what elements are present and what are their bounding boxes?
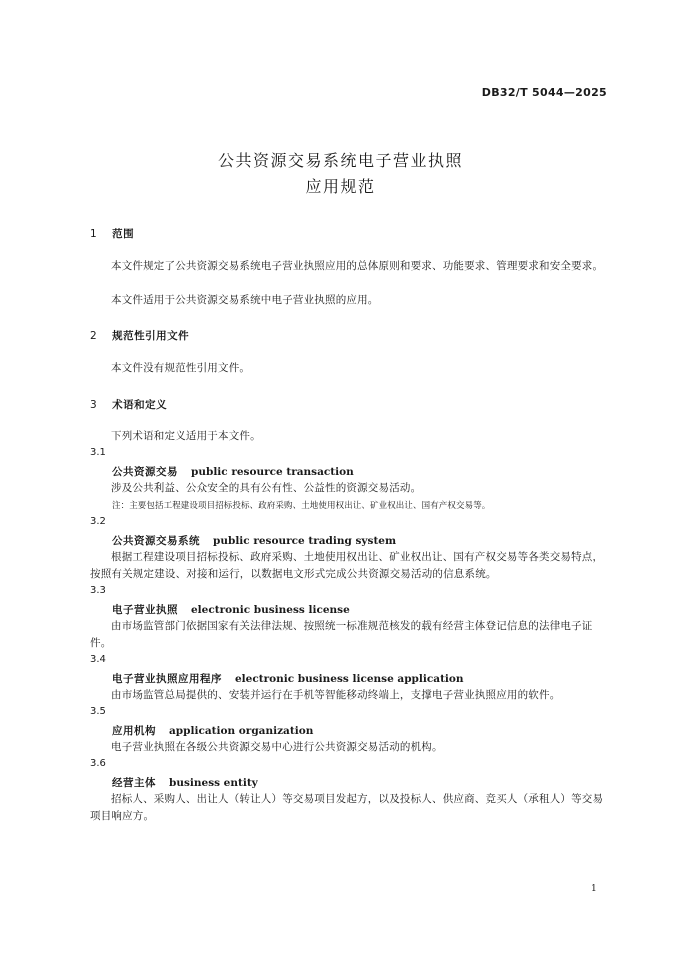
term-number: 3.1 bbox=[90, 447, 106, 458]
term-english: public resource transaction bbox=[191, 466, 354, 478]
page-number: 1 bbox=[591, 884, 597, 894]
section-heading-scope bbox=[90, 226, 134, 241]
term-chinese: 公共资源交易 bbox=[112, 466, 178, 478]
term-heading bbox=[112, 602, 350, 617]
term-heading bbox=[112, 464, 354, 479]
term-english: public resource trading system bbox=[213, 535, 397, 547]
scope-paragraph-1: 本文件规定了公共资源交易系统电子营业执照应用的总体原则和要求、功能要求、管理要求和安全要求。 bbox=[111, 260, 604, 272]
term-definition: 由市场监管总局提供的、安装并运行在手机等智能移动终端上，支撑电子营业执照应用的软件。 bbox=[111, 689, 561, 701]
term-definition: 根据工程建设项目招标投标、政府采购、土地使用权出让、矿业权出让、国有产权交易等各类交易特点，按照有关规定建设、对接和运行，以数据电文形式完成公共资源交易活动的信息系统。 bbox=[90, 551, 604, 580]
term-english: electronic business license bbox=[191, 604, 350, 616]
term-chinese: 应用机构 bbox=[112, 725, 156, 737]
term-number: 3.2 bbox=[90, 516, 106, 527]
term-definition: 电子营业执照在各级公共资源交易中心进行公共资源交易活动的机构。 bbox=[111, 741, 443, 753]
term-number: 3.6 bbox=[90, 758, 106, 769]
normative-references-paragraph: 本文件没有规范性引用文件。 bbox=[111, 362, 251, 374]
term-english: application organization bbox=[169, 725, 314, 737]
term-chinese: 公共资源交易系统 bbox=[112, 535, 200, 547]
section-title: 规范性引用文件 bbox=[112, 330, 190, 342]
term-heading bbox=[112, 775, 258, 790]
standard-code: DB32/T 5044—2025 bbox=[481, 86, 607, 99]
scope-paragraph-2: 本文件适用于公共资源交易系统中电子营业执照的应用。 bbox=[111, 294, 379, 306]
section-number: 2 bbox=[90, 330, 98, 342]
term-number: 3.5 bbox=[90, 706, 106, 717]
section-title: 术语和定义 bbox=[112, 399, 168, 411]
term-note: 注：主要包括工程建设项目招标投标、政府采购、土地使用权出让、矿业权出让、国有产权交易等。 bbox=[112, 501, 491, 511]
section-number: 1 bbox=[90, 228, 98, 240]
term-chinese: 电子营业执照应用程序 bbox=[112, 673, 222, 685]
term-english: electronic business license application bbox=[235, 673, 464, 685]
term-definition: 由市场监管部门依据国家有关法律法规、按照统一标准规范核发的载有经营主体登记信息的法律电子证件。 bbox=[90, 620, 593, 649]
document-title-line2: 应用规范 bbox=[305, 177, 376, 196]
term-number: 3.4 bbox=[90, 654, 106, 665]
section-heading-normative-references bbox=[90, 328, 189, 343]
document-title-line1: 公共资源交易系统电子营业执照 bbox=[217, 151, 463, 170]
term-definition: 涉及公共利益、公众安全的具有公有性、公益性的资源交易活动。 bbox=[111, 482, 422, 494]
term-number: 3.3 bbox=[90, 585, 106, 596]
section-heading-terms-definitions bbox=[90, 397, 167, 412]
term-chinese: 电子营业执照 bbox=[112, 604, 178, 616]
term-english: business entity bbox=[169, 777, 258, 789]
term-definition: 招标人、采购人、出让人（转让人）等交易项目发起方，以及投标人、供应商、竞买人（承租人）等交易项目响应方。 bbox=[90, 793, 604, 822]
term-chinese: 经营主体 bbox=[112, 777, 156, 789]
terms-intro-paragraph: 下列术语和定义适用于本文件。 bbox=[111, 430, 261, 442]
term-heading bbox=[112, 671, 464, 686]
term-heading bbox=[112, 533, 396, 548]
term-heading bbox=[112, 723, 313, 738]
section-title: 范围 bbox=[112, 228, 135, 240]
section-number: 3 bbox=[90, 399, 98, 411]
